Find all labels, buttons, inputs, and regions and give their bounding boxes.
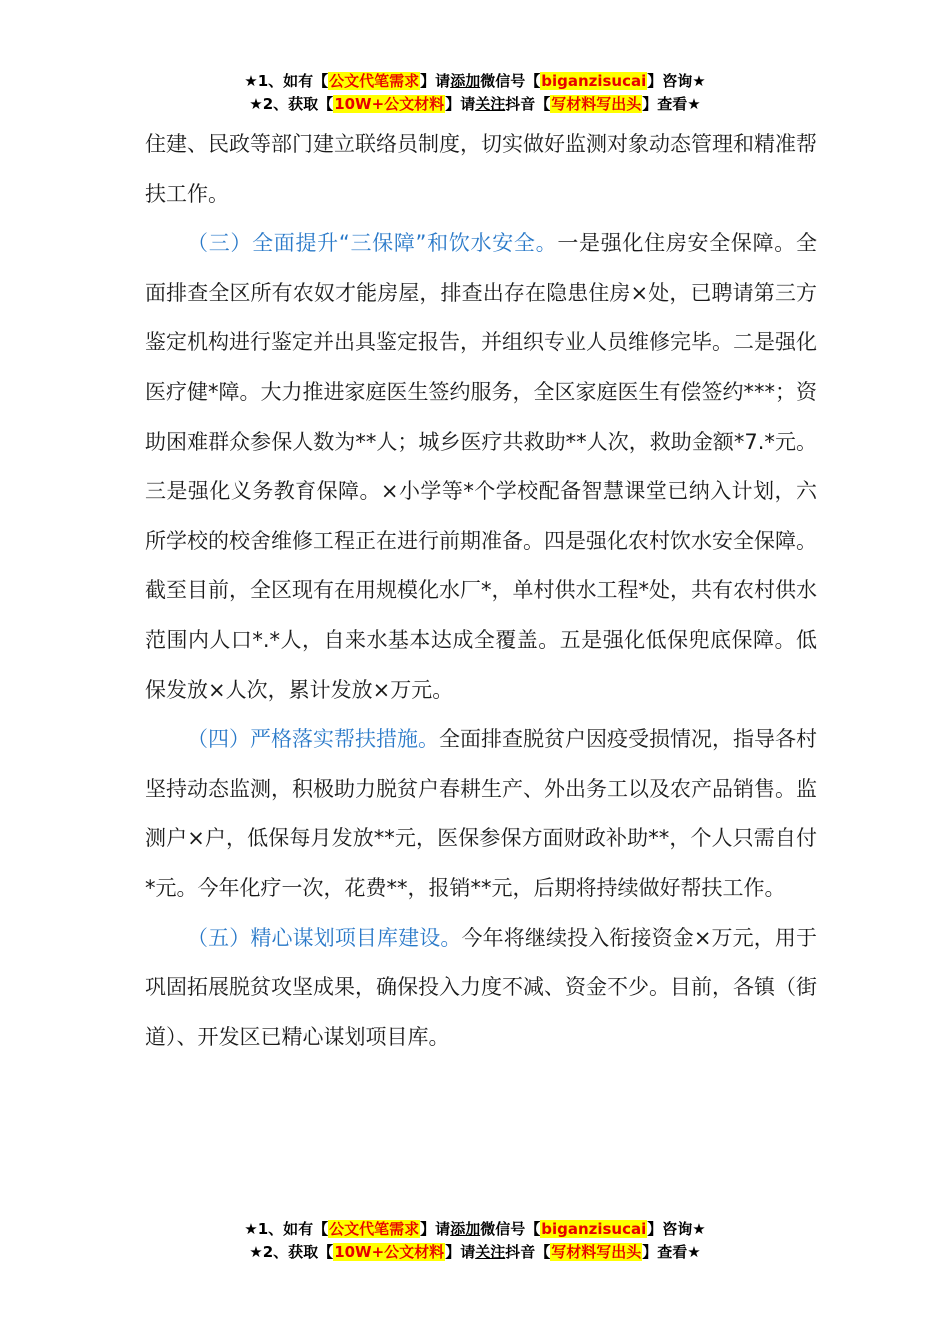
paragraph-continuation: [145, 120, 817, 219]
paragraph-text: 今年将继续投入衔接资金×万元，用于巩固拓展脱贫攻坚成果，确保投入力度不减、资金不少。目前，各镇（街道）、开发区已精心谋划项目库。: [145, 925, 817, 1049]
banner-text: 微信号【: [480, 72, 541, 90]
banner-text: ★1、如有【: [244, 1220, 329, 1238]
banner-text: ★2、获取【: [249, 95, 334, 113]
banner-highlight: biganzisucai: [541, 1220, 647, 1238]
banner-underline: 关注: [475, 1243, 506, 1261]
banner-text: 】咨询★: [647, 72, 706, 90]
footer-banner: [0, 1218, 950, 1264]
banner-line-2: [0, 1241, 950, 1264]
banner-text: 】请: [445, 95, 476, 113]
paragraph-section-3: [145, 219, 817, 715]
banner-text: 抖音【: [505, 95, 551, 113]
paragraph-text: 一是强化住房安全保障。全面排查全区所有农奴才能房屋，排查出存在隐患住房×处，已聘请第三方鉴定机构进行鉴定并出具鉴定报告，并组织专业人员维修完毕。二是强化医疗健*障。大力推进家庭医生签约服务，全区家庭医生有偿签约***；资助困难群众参保人数为**人；城乡医疗共救助**人次，救助金额*7.*元。三是强化义务教育保障。×小学等*个学校配备智慧课堂已纳入计划，六所学校的校舍维修工程正在进行前期准备。四是强化农村饮水安全保障。截至目前，全区现有在用规模化水厂*，单村供水工程*处，共有农村供水范围内人口*.*人，自来水基本达成全覆盖。五是强化低保兜底保障。低保发放×人次，累计发放×万元。: [145, 231, 818, 702]
banner-highlight: biganzisucai: [541, 72, 647, 90]
banner-line-1: [0, 1218, 950, 1241]
banner-text: ★2、获取【: [249, 1243, 334, 1261]
section-heading: （四）严格落实帮扶措施。: [187, 727, 439, 752]
banner-text: 】请: [420, 72, 451, 90]
banner-line-1: [0, 70, 950, 93]
banner-underline: 添加: [450, 1220, 481, 1238]
banner-line-2: [0, 93, 950, 116]
document-body: [145, 120, 817, 1062]
banner-underline: 添加: [450, 72, 481, 90]
header-banner: [0, 70, 950, 116]
banner-text: ★1、如有【: [244, 72, 329, 90]
banner-text: 】查看★: [642, 95, 701, 113]
banner-highlight: 写材料写出头: [551, 95, 642, 113]
banner-text: 】请: [420, 1220, 451, 1238]
section-heading: （五）精心谋划项目库建设。: [187, 925, 462, 950]
banner-underline: 关注: [475, 95, 506, 113]
banner-highlight: 10W+公文材料: [334, 1243, 445, 1261]
banner-text: 】请: [445, 1243, 476, 1261]
paragraph-section-5: [145, 914, 817, 1063]
paragraph-text: 全面排查脱贫户因疫受损情况，指导各村坚持动态监测，积极助力脱贫户春耕生产、外出务工以及农产品销售。监测户×户，低保每月发放**元，医保参保方面财政补助**，个人只需自付*元。今年化疗一次，花费**，报销**元，后期将持续做好帮扶工作。: [145, 727, 817, 900]
paragraph-text: 住建、民政等部门建立联络员制度，切实做好监测对象动态管理和精准帮扶工作。: [145, 132, 817, 206]
section-heading: （三）全面提升“三保障”和饮水安全。: [187, 231, 558, 256]
banner-highlight: 公文代笔需求: [329, 1220, 420, 1238]
banner-text: 抖音【: [505, 1243, 551, 1261]
paragraph-section-4: [145, 715, 817, 913]
banner-highlight: 写材料写出头: [551, 1243, 642, 1261]
banner-text: 微信号【: [480, 1220, 541, 1238]
banner-text: 】查看★: [642, 1243, 701, 1261]
banner-highlight: 10W+公文材料: [334, 95, 445, 113]
banner-highlight: 公文代笔需求: [329, 72, 420, 90]
banner-text: 】咨询★: [647, 1220, 706, 1238]
